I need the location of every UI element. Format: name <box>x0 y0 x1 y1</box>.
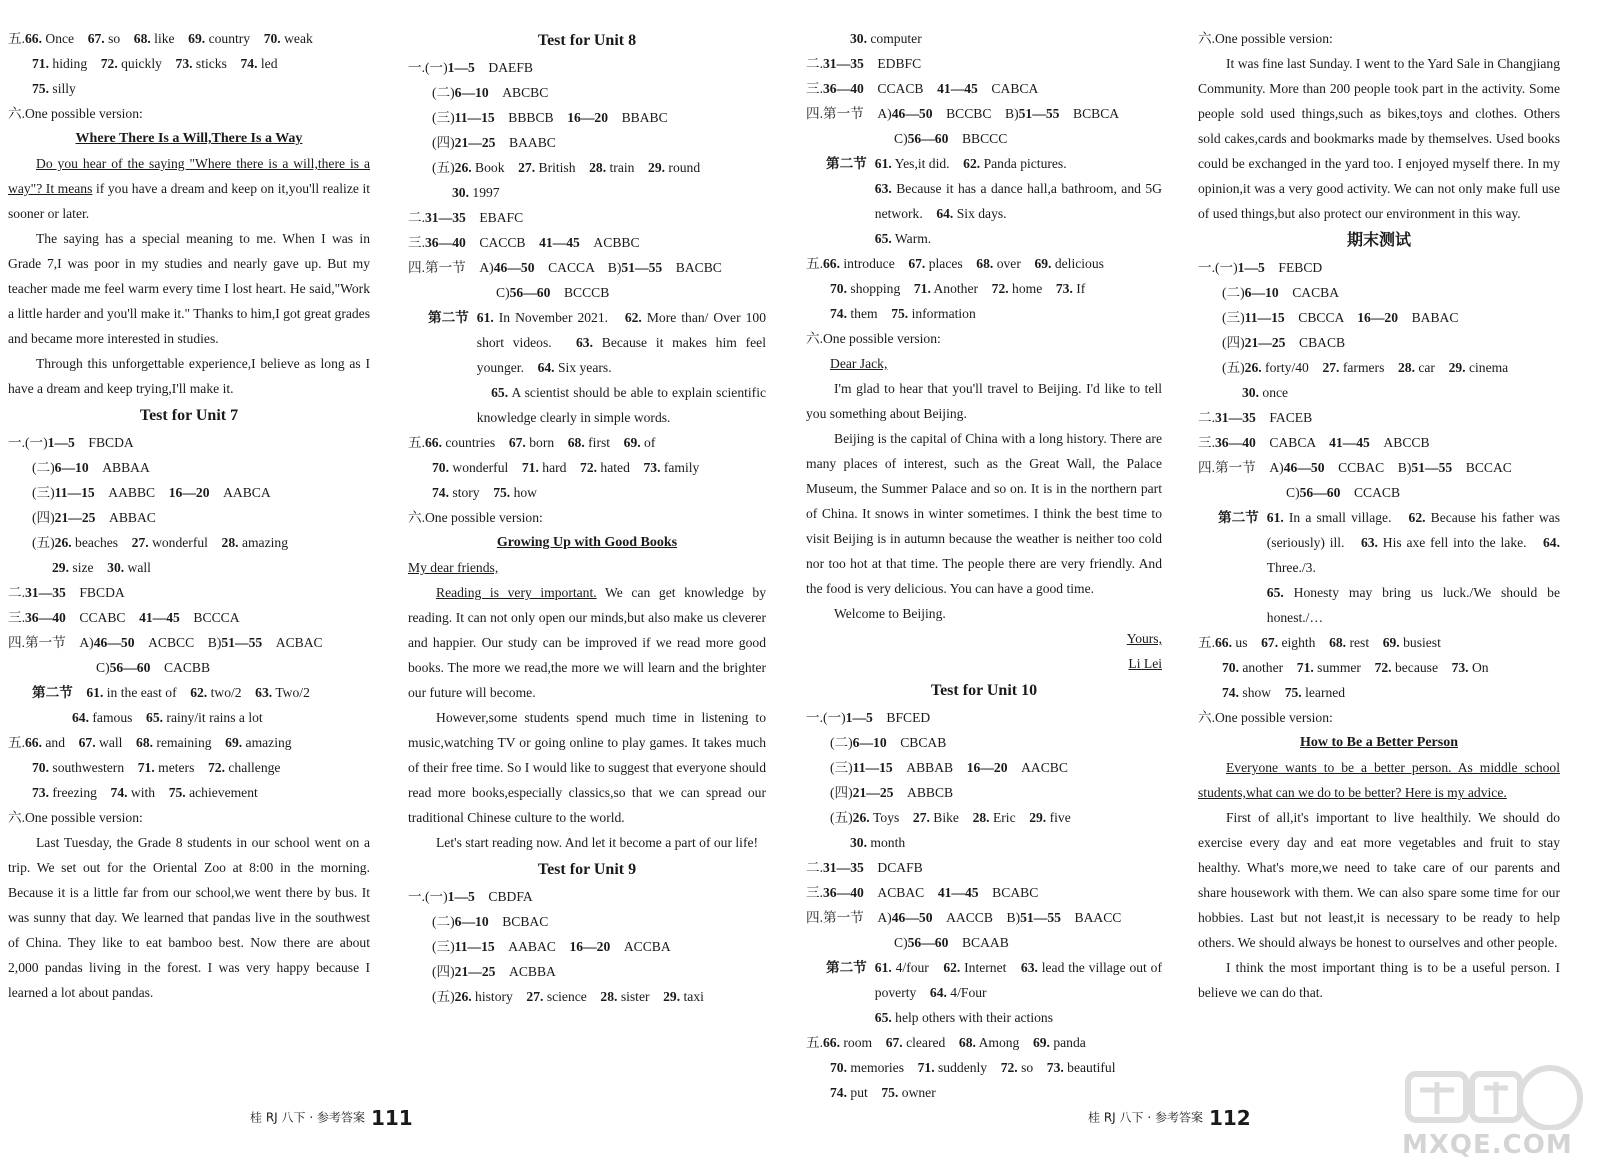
answer-line: (三)11—15 BBBCB 16—20 BBABC <box>432 110 668 125</box>
answer-line: 四.第一节 A)46—50 AACCB B)51—55 BAACC <box>806 910 1122 925</box>
answer-line: 71. hiding 72. quickly 73. sticks 74. led <box>32 56 278 71</box>
answer-line: 70. southwestern 71. meters 72. challenge <box>32 760 281 775</box>
answer-line: C)56—60 CACBB <box>96 660 211 675</box>
answer-line: 70. wonderful 71. hard 72. hated 73. family <box>432 460 700 475</box>
answer-line: 三.36—40 CACCB 41—45 ACBBC <box>408 235 640 250</box>
answer-line: (四)21—25 ACBBA <box>432 964 556 979</box>
answer-line: (四)21—25 CBACB <box>1222 335 1346 350</box>
section-two-answers <box>806 151 1162 251</box>
watermark <box>1400 1060 1590 1164</box>
section-two-label: 第二节 <box>826 960 867 975</box>
answer-line: (二)6—10 CBCAB <box>830 735 947 750</box>
footer-left <box>250 1106 413 1130</box>
column-4 <box>1198 26 1560 1005</box>
paragraph: I'm glad to hear that you'll travel to Beijing. I'd like to tell you something about Beijing. <box>806 381 1162 421</box>
answer-line: 六.One possible version: <box>408 510 543 525</box>
answer-line: 六.One possible version: <box>1198 710 1333 725</box>
column-3 <box>806 26 1162 1105</box>
answer-line: 五.66. Once 67. so 68. like 69. country 70. weak <box>8 31 313 46</box>
answer-line: (二)6—10 BCBAC <box>432 914 549 929</box>
answer-line: (二)6—10 ABBAA <box>32 460 150 475</box>
answer-line: 一.(一)1—5 DAEFB <box>408 60 533 75</box>
answer-line: (四)21—25 ABBAC <box>32 510 156 525</box>
footer-right <box>1088 1106 1251 1130</box>
answer-line: 70. another 71. summer 72. because 73. On <box>1222 660 1489 675</box>
answer-line: 五.66. countries 67. born 68. first 69. of <box>408 435 656 450</box>
essay-title: How to Be a Better Person <box>1300 735 1458 750</box>
section-heading: Test for Unit 8 <box>537 32 637 49</box>
answer-line: 74. show 75. learned <box>1222 685 1346 700</box>
answer-line: 三.36—40 CCABC 41—45 BCCCA <box>8 610 240 625</box>
paragraph: However,some students spend much time in listening to music,watching TV or going online to play games. It takes much of their free time. So I would like to suggest that everyone should read more books,especially classics,so that we can spread our traditional Chinese culture to the world. <box>408 710 766 825</box>
answer-line: 第二节 61. in the east of 62. two/2 63. Two/2 <box>32 685 310 700</box>
answer-line: 30. month <box>850 835 906 850</box>
section-heading: 期末测试 <box>1346 232 1411 249</box>
answer-line: C)56—60 BCCCB <box>496 285 610 300</box>
answer-line: C)56—60 BCAAB <box>894 935 1009 950</box>
answer-line: 70. shopping 71. Another 72. home 73. If <box>830 281 1086 296</box>
watermark-site-text: MXQE.COM <box>1402 1130 1573 1160</box>
answer-line: 二.31—35 FBCDA <box>8 585 125 600</box>
paragraph: Let's start reading now. And let it become a part of our life! <box>436 835 759 850</box>
answer-line: 29. size 30. wall <box>52 560 151 575</box>
essay-title: Where There Is a Will,There Is a Way <box>75 131 303 146</box>
column-1 <box>8 26 370 1005</box>
section-two-label: 第二节 <box>826 156 867 171</box>
section-two-answers <box>408 305 766 430</box>
answer-line: 三.36—40 CCACB 41—45 CABCA <box>806 81 1039 96</box>
section-two-text: 61. 4/four 62. Internet 63. lead the village out of poverty 64. 4/Four 65. help others with their actions <box>874 960 1162 1025</box>
footer-right-label: 桂 RJ 八下 · 参考答案 <box>1088 1110 1203 1125</box>
answer-line: 二.31—35 FACEB <box>1198 410 1313 425</box>
answer-line: (三)11—15 AABBC 16—20 AABCA <box>32 485 271 500</box>
section-heading: Test for Unit 10 <box>930 682 1038 699</box>
answer-line: 73. freezing 74. with 75. achievement <box>32 785 258 800</box>
answer-line: 二.31—35 DCAFB <box>806 860 923 875</box>
section-two-text: 61. Yes,it did. 62. Panda pictures. 63. Because it has a dance hall,a bathroom, and 5G network. 64. Six days. 65. Warm. <box>874 156 1162 246</box>
answer-line: 五.66. introduce 67. places 68. over 69. delicious <box>806 256 1104 271</box>
paragraph: The saying has a special meaning to me. When I was in Grade 7,I was poor in my studies and nearly gave up. But my teacher made me feel warm every time I lost heart. He said,"Work a little harder and you'll make it." Thanks to him,I got great grades and became more interested in studies. <box>8 231 370 346</box>
answer-line: 74. story 75. how <box>432 485 537 500</box>
signature-line: Yours, <box>1126 631 1162 646</box>
signature-line: Li Lei <box>1128 656 1162 671</box>
answer-line: 一.(一)1—5 FEBCD <box>1198 260 1323 275</box>
section-two-text: 61. In November 2021. 62. More than/ Over 100 short videos. 63. Because it makes him feel younger. 64. Six years. 65. A scientist should be able to explain scientific knowledge clearly in simple words. <box>476 310 767 425</box>
answer-line: (二)6—10 CACBA <box>1222 285 1340 300</box>
answer-line: 二.31—35 EBAFC <box>408 210 524 225</box>
answer-line: (四)21—25 ABBCB <box>830 785 954 800</box>
paragraph: First of all,it's important to live healthily. We should do exercise every day and eat more vegetables and fruit to stay healthy. What's more,we need to take care of our parents and share housework with them. We can also spare some time for our hobbies. Last but not least,it is necessary to be ready to help others. We should always be honest to ourselves and other people. <box>1198 810 1560 950</box>
answer-line: 30. 1997 <box>452 185 500 200</box>
section-two-answers <box>1198 505 1560 630</box>
paragraph: It was fine last Sunday. I went to the Yard Sale in Changjiang Community. More than 200 people took part in the activity. Some people sold used things,such as bikes,toys and clothes. Others sold cakes,cards and bookmarks made by themselves. Used books could be exchanged in the yard too. I enjoyed myself there. In my opinion,it was a very good activity. We can not only make full use of used things,but also protect our environment in this way. <box>1198 56 1560 221</box>
answer-line: 六.One possible version: <box>8 106 143 121</box>
answer-line: (五)26. beaches 27. wonderful 28. amazing <box>32 535 288 550</box>
answer-line: (五)26. Toys 27. Bike 28. Eric 29. five <box>830 810 1071 825</box>
section-two-label: 第二节 <box>428 310 469 325</box>
answer-line: (三)11—15 ABBAB 16—20 AACBC <box>830 760 1068 775</box>
answer-line: (五)26. forty/40 27. farmers 28. car 29. cinema <box>1222 360 1509 375</box>
essay-title: Growing Up with Good Books <box>496 535 678 550</box>
answer-line: C)56—60 BBCCC <box>894 131 1008 146</box>
answer-line: 四.第一节 A)46—50 CCBAC B)51—55 BCCAC <box>1198 460 1512 475</box>
column-2 <box>408 26 766 1009</box>
answer-line: (五)26. history 27. science 28. sister 29. taxi <box>432 989 704 1004</box>
answer-line: Dear Jack, <box>830 356 888 371</box>
paragraph: Reading is very important. We can get knowledge by reading. It can not only open our minds,but also make us cleverer and happier. Our study can be improved if we read more good books. The more we read,the more we will learn and the brighter our future will become. <box>408 585 766 700</box>
paragraph: I think the most important thing is to be a useful person. I believe we can do that. <box>1198 960 1560 1000</box>
section-two-answers <box>806 955 1162 1030</box>
paragraph: Last Tuesday, the Grade 8 students in our school went on a trip. We set out for the Oriental Zoo at 8:00 in the morning. Because it is a little far from our school,we went there by bus. It was sunny that day. We learned that pandas live in the southwest of China. They like to eat bamboo best. Now there are about 2,000 pandas living in the forest. I was very happy because I learned a lot about pandas. <box>8 835 370 1000</box>
answer-line: 74. them 75. information <box>830 306 976 321</box>
answer-line: (三)11—15 CBCCA 16—20 BABAC <box>1222 310 1459 325</box>
answer-line: 30. once <box>1242 385 1289 400</box>
section-heading: Test for Unit 7 <box>139 407 239 424</box>
section-two-text: 61. In a small village. 62. Because his father was (seriously) ill. 63. His axe fell into the lake. 64. Three./3. 65. Honesty may bring us luck./We should be honest./… <box>1266 510 1560 625</box>
answer-line: 64. famous 65. rainy/it rains a lot <box>72 710 263 725</box>
answer-line: 70. memories 71. suddenly 72. so 73. beautiful <box>830 1060 1116 1075</box>
answer-line: 一.(一)1—5 FBCDA <box>8 435 134 450</box>
paragraph: Do you hear of the saying "Where there is a will,there is a way"? It means if you have a dream and keep on it,you'll realize it sooner or later. <box>8 156 371 221</box>
answer-line: 一.(一)1—5 CBDFA <box>408 889 533 904</box>
answer-line: 30. computer <box>850 31 922 46</box>
paragraph: Beijing is the capital of China with a long history. There are many places of interest, such as the Great Wall, the Palace Museum, the Summer Palace and so on. It is in the northern part of China. It snows in winter sometimes. I think the best time to visit Beijing is in autumn because the weather is neither too cold nor too hot at that time. The people there are very friendly. And the food is very delicious. You can have a good time. <box>806 431 1162 596</box>
answer-line: 六.One possible version: <box>806 331 941 346</box>
answer-line: 四.第一节 A)46—50 BCCBC B)51—55 BCBCA <box>806 106 1120 121</box>
answer-line: 三.36—40 CABCA 41—45 ABCCB <box>1198 435 1430 450</box>
answer-line: 五.66. us 67. eighth 68. rest 69. busiest <box>1198 635 1441 650</box>
answer-line: 五.66. and 67. wall 68. remaining 69. amazing <box>8 735 292 750</box>
answer-line: 四.第一节 A)46—50 CACCA B)51—55 BACBC <box>408 260 722 275</box>
answer-line: (二)6—10 ABCBC <box>432 85 549 100</box>
answer-line: 四.第一节 A)46—50 ACBCC B)51—55 ACBAC <box>8 635 323 650</box>
answer-line: 75. silly <box>32 81 76 96</box>
answer-line: (四)21—25 BAABC <box>432 135 556 150</box>
footer-left-page-number: 111 <box>370 1106 413 1130</box>
answer-line: 一.(一)1—5 BFCED <box>806 710 931 725</box>
answer-line: 六.One possible version: <box>1198 31 1333 46</box>
answer-line: 三.36—40 ACBAC 41—45 BCABC <box>806 885 1039 900</box>
footer-left-label: 桂 RJ 八下 · 参考答案 <box>250 1110 365 1125</box>
answer-line: 74. put 75. owner <box>830 1085 936 1100</box>
answer-line: (三)11—15 AABAC 16—20 ACCBA <box>432 939 671 954</box>
answer-line: C)56—60 CCACB <box>1286 485 1401 500</box>
footer-right-page-number: 112 <box>1208 1106 1251 1130</box>
answer-line: 六.One possible version: <box>8 810 143 825</box>
section-two-label: 第二节 <box>1218 510 1259 525</box>
paragraph: Welcome to Beijing. <box>834 606 946 621</box>
watermark-logo-icon <box>1400 1060 1590 1130</box>
answer-line: 二.31—35 EDBFC <box>806 56 922 71</box>
paragraph: Through this unforgettable experience,I believe as long as I have a dream and keep trying,I'll make it. <box>8 356 370 396</box>
section-heading: Test for Unit 9 <box>537 861 637 878</box>
answer-line: (五)26. Book 27. British 28. train 29. round <box>432 160 701 175</box>
answer-line: 五.66. room 67. cleared 68. Among 69. panda <box>806 1035 1086 1050</box>
paragraph: Everyone wants to be a better person. As middle school students,what can we do to be better? Here is my advice. <box>1198 760 1560 800</box>
answer-line: My dear friends, <box>408 560 499 575</box>
